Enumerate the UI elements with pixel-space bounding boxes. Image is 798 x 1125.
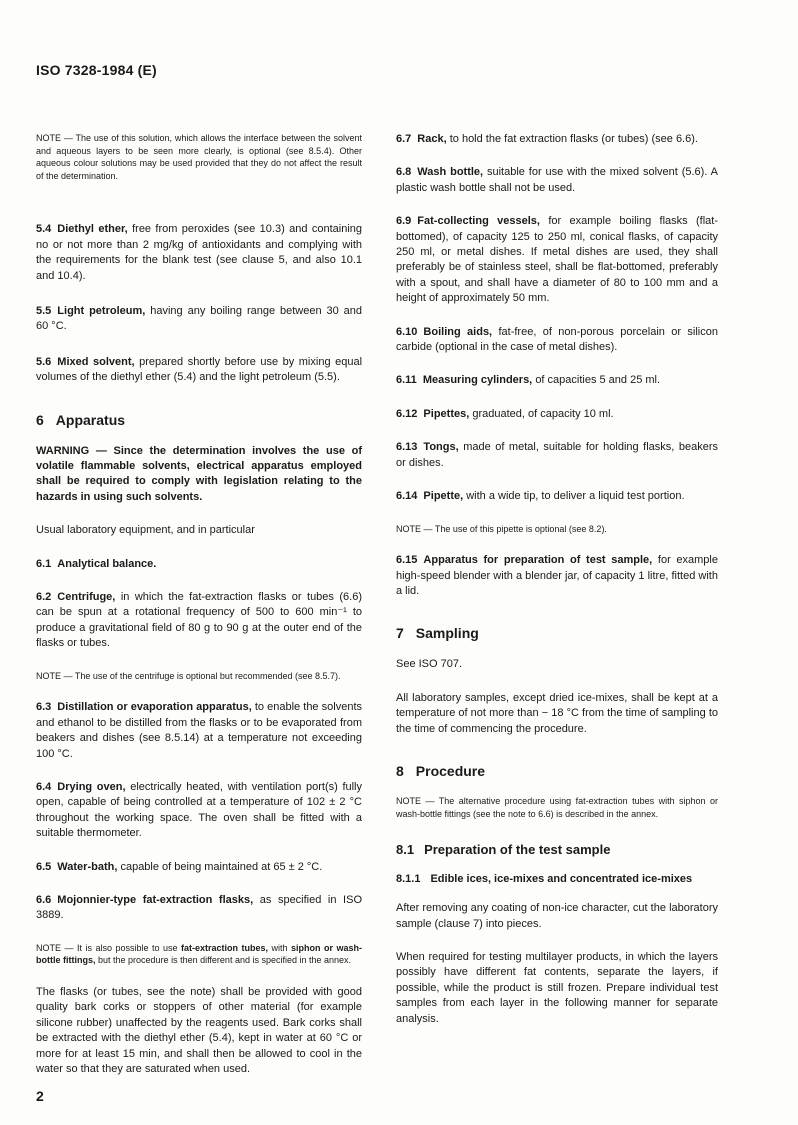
clause-6-12: 6.12 Pipettes, graduated, of capacity 10 ml. bbox=[396, 407, 614, 420]
left-column bbox=[36, 132, 362, 1095]
clause-6-10: 6.10 Boiling aids, fat-free, of non-porous porcelain or silicon carbide (optional in the case of metal dishes). bbox=[396, 325, 718, 354]
clause-6-11: 6.11 Measuring cylinders, of capacities 5 and 25 ml. bbox=[396, 374, 661, 387]
sampling-paragraph: All laboratory samples, except dried ice-mixes, shall be kept at a temperature of not more than − 18 °C from the time of sampling to the time of commencing the procedure. bbox=[396, 691, 718, 735]
note-centrifuge: NOTE — The use of the centrifuge is optional but recommended (see 8.5.7). bbox=[36, 670, 341, 681]
clause-6-4: 6.4 Drying oven, electrically heated, with ventilation port(s) fully open, capable of being controlled at a temperature of 102 ± 2 °C throughout the working space. The oven shall be fitted with a suitable thermometer. bbox=[36, 780, 363, 840]
note-colour-solution: NOTE — The use of this solution, which allows the interface between the solvent and aqueous layers to be seen more clearly, is optional (see 8.5.4). Other aqueous colour solutions may be used provided that they do not affect the result of the determination. bbox=[36, 133, 362, 181]
note-alternative-procedure: NOTE — The alternative procedure using fat-extraction tubes with siphon or wash-bottle fittings (see the note to 6.6) is described in the annex. bbox=[396, 795, 718, 819]
clause-6-1: 6.1 Analytical balance. bbox=[36, 557, 157, 570]
clause-6-7: 6.7 Rack, to hold the fat extraction flasks (or tubes) (see 6.6). bbox=[396, 133, 698, 145]
clause-6-3: 6.3 Distillation or evaporation apparatus, to enable the solvents and ethanol to be distilled from the flasks or to be evaporated from beakers and dishes (see 8.5.14) at a temperature not exceeding 100 °C. bbox=[36, 701, 362, 760]
clause-5-5: 5.5 Light petroleum, having any boiling range between 30 and 60 °C. bbox=[36, 305, 362, 333]
section-6-heading: 6 Apparatus bbox=[36, 411, 126, 428]
flasks-paragraph: The flasks (or tubes, see the note) shall be provided with good quality bark corks or stoppers of other material (for example silicone rubber) unaffected by the reagents used. Bark corks shall be extracted with the diethyl ether (5.4), kept in water at 60 °C or more for at least 15 min, and shall then be allowed to cool in the water so that they are saturated when used. bbox=[36, 985, 362, 1075]
preparation-paragraph-2: When required for testing multilayer products, in which the layers possibly have different fat contents, separate the layers, if possible, while the product is still frozen. Prepare individual test samples from each layer in the following manner for separate analysis. bbox=[396, 950, 718, 1025]
clause-6-15: 6.15 Apparatus for preparation of test sample, for example high-speed blender with a blender jar, of capacity 1 litre, fitted with a lid. bbox=[396, 554, 718, 597]
clause-6-9: 6.9 Fat-collecting vessels, for example boiling flasks (flat-bottomed), of capacity 125 to 250 ml, conical flasks, of capacity 250 ml, or metal dishes. If metal dishes are used, they shall preferably be of stainless steel, shall be flat-bottomed, preferably with a spout, and shall have a diameter of 80 to 100 mm and a height of approximately 50 mm. bbox=[396, 215, 718, 305]
clause-5-4: 5.4 Diethyl ether, free from peroxides (see 10.3) and containing no or not more than 2 mg/kg of antioxidants and complying with the requirements for the blank test (see clause 5, and also 10.1 and 10.4). bbox=[36, 223, 362, 282]
apparatus-intro: Usual laboratory equipment, and in particular bbox=[36, 524, 255, 537]
section-8-1-heading: 8.1 Preparation of the test sample bbox=[396, 842, 611, 858]
document-header: ISO 7328-1984 (E) bbox=[36, 62, 157, 78]
clause-6-8: 6.8 Wash bottle, suitable for use with the mixed solvent (5.6). A plastic wash bottle shall not be used. bbox=[396, 166, 719, 194]
clause-5-6: 5.6 Mixed solvent, prepared shortly before use by mixing equal volumes of the diethyl ether (5.4) and the light petroleum (5.5). bbox=[36, 355, 363, 384]
clause-6-6: 6.6 Mojonnier-type fat-extraction flasks, as specified in ISO 3889. bbox=[36, 893, 363, 922]
warning-text: WARNING — Since the determination involves the use of volatile flammable solvents, electrical apparatus employed shall be required to comply with legislation relating to the hazards in using such solvents. bbox=[36, 444, 362, 503]
page-number: 2 bbox=[36, 1088, 44, 1104]
preparation-paragraph-1: After removing any coating of non-ice character, cut the laboratory sample (clause 7) into pieces. bbox=[396, 902, 718, 930]
note-pipette: NOTE — The use of this pipette is optional (see 8.2). bbox=[396, 523, 607, 534]
clause-6-13: 6.13 Tongs, made of metal, suitable for holding flasks, beakers or dishes. bbox=[396, 441, 719, 469]
section-7-heading: 7 Sampling bbox=[396, 625, 479, 642]
right-column bbox=[396, 132, 718, 1045]
sampling-reference: See ISO 707. bbox=[396, 658, 463, 671]
clause-6-2: 6.2 Centrifuge, in which the fat-extraction flasks or tubes (6.6) can be spun at a rotational frequency of 500 to 600 min⁻¹ to produce a gravitational field of 80 g to 90 g at the outer end of the flasks or tubes. bbox=[36, 591, 362, 650]
clause-6-5: 6.5 Water-bath, capable of being maintained at 65 ± 2 °C. bbox=[36, 860, 323, 873]
clause-6-14: 6.14 Pipette, with a wide tip, to deliver a liquid test portion. bbox=[396, 490, 685, 503]
section-8-heading: 8 Procedure bbox=[396, 762, 486, 779]
section-8-1-1-heading: 8.1.1 Edible ices, ice-mixes and concentrated ice-mixes bbox=[396, 873, 693, 886]
note-extraction-tubes: NOTE — It is also possible to use fat-extraction tubes, with siphon or wash-bottle fittings, but the procedure is then different and is specified in the annex. bbox=[36, 942, 362, 966]
